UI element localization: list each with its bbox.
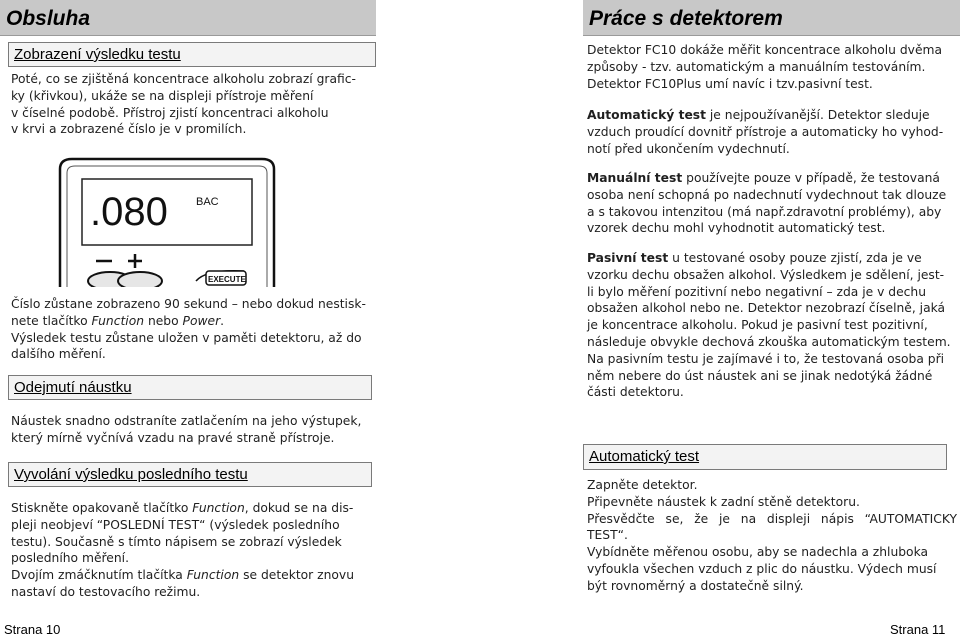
recall-last-test-paragraph: Stiskněte opakovaně tlačítko Function, dokud se na dis- pleji neobjeví “POSLEDNÍ TEST“ (výsledek posledního testu). Současně s tímto nápisem se zobrazí výsledek posledního měření. Dvojím zmáčknutím tlačítka Function se detektor znovu nastaví do testovacího režimu.: [11, 501, 354, 599]
right-page-header: Práce s detektorem: [583, 0, 960, 36]
section-heading-automatic-test: Automatický test: [583, 444, 947, 470]
function-button-reference: Function: [91, 313, 145, 328]
detector-modes-intro-paragraph: Detektor FC10 dokáže měřit koncentrace alkoholu dvěma způsoby - tzv. automatickým a manuálním testováním. Detektor FC10Plus umí navíc i tzv.pasivní test.: [587, 43, 943, 91]
manual-test-term: Manuální test: [587, 171, 683, 185]
remove-mouthpiece-paragraph: Náustek snadno odstraníte zatlačením na jeho výstupek, který mírně vyčnívá vzadu na pravé straně přístroje.: [11, 414, 362, 445]
left-page-number: Strana 10: [4, 622, 61, 637]
plus-button: [118, 272, 162, 287]
result-display-paragraph: Poté, co se zjištěná koncentrace alkoholu zobrazí grafic- ky (křivkou), ukáže se na displeji přístroje měření v číselné podobě. Přístroj zjistí koncentraci alkoholu v krvi a zobrazené číslo je v promilích.: [11, 72, 356, 137]
display-reading: .080: [90, 190, 168, 234]
power-button-reference: Power: [182, 313, 221, 328]
manual-test-paragraph: Manuální test používejte pouze v případě, že testovaná osoba není schopná po nadechnutí vydechnout tak dlouze a s takovou intenzitou (má např.zdravotní problémy), aby vzorek dechu mohl vyhodnotit automatický test.: [587, 171, 947, 236]
display-unit-label: BAC: [196, 196, 219, 208]
result-hold-paragraph: Číslo zůstane zobrazeno 90 sekund – nebo dokud nestisk- nete tlačítko Function nebo Power. Výsledek testu zůstane uložen v paměti detektoru, až do dalšího měření.: [11, 297, 366, 362]
passive-test-paragraph: Pasivní test u testované osoby pouze zjistí, zda je ve vzorku dechu obsažen alkohol. Výsledkem je sdělení, jest- li bylo měření pozitivní nebo negativní – zda je v dechu obsažen alkohol nebo ne. Detektor nezobrazí číselně, jaká je koncentrace alkoholu. Pokud je pasivní test pozitivní, následuje obvykle dechová zkouška automatickým testem. Na pasivním testu je zajímavé i to, že testovaná osoba při něm nebere do úst náustek ani se jinak nedotýká žádné části detektoru.: [587, 251, 951, 400]
passive-test-term: Pasivní test: [587, 251, 669, 265]
function-button-reference: Function: [192, 501, 245, 515]
left-page: [0, 0, 385, 638]
right-page: [583, 0, 960, 638]
automatic-test-term: Automatický test: [587, 108, 706, 122]
left-page-header: Obsluha: [0, 0, 376, 36]
automatic-test-paragraph: Automatický test je nejpoužívanější. Detektor sleduje vzduch proudící dovnitř přístroje a automaticky ho vyhod- notí před ukončením vydechnutí.: [587, 108, 944, 156]
right-page-number: Strana 11: [890, 622, 946, 637]
section-heading-remove-mouthpiece: Odejmutí náustku: [8, 375, 372, 400]
function-button-reference: Function: [186, 568, 240, 583]
execute-button-label: EXECUTE: [208, 275, 246, 284]
breathalyzer-device-illustration: [56, 157, 278, 287]
section-heading-result-display: Zobrazení výsledku testu: [8, 42, 376, 67]
automatic-test-steps-paragraph: Zapněte detektor. Připevněte náustek k zadní stěně detektoru. Přesvědčte se, že je na displeji nápis “AUTOMATICKY TEST“. Vybídněte měřenou osobu, aby se nadechla a zhluboka vyfoukla všechen vzduch z plic do náustku. Výdech musí být rovnoměrný a dostatečně silný.: [587, 478, 957, 593]
section-heading-recall-last-test: Vyvolání výsledku posledního testu: [8, 462, 372, 487]
